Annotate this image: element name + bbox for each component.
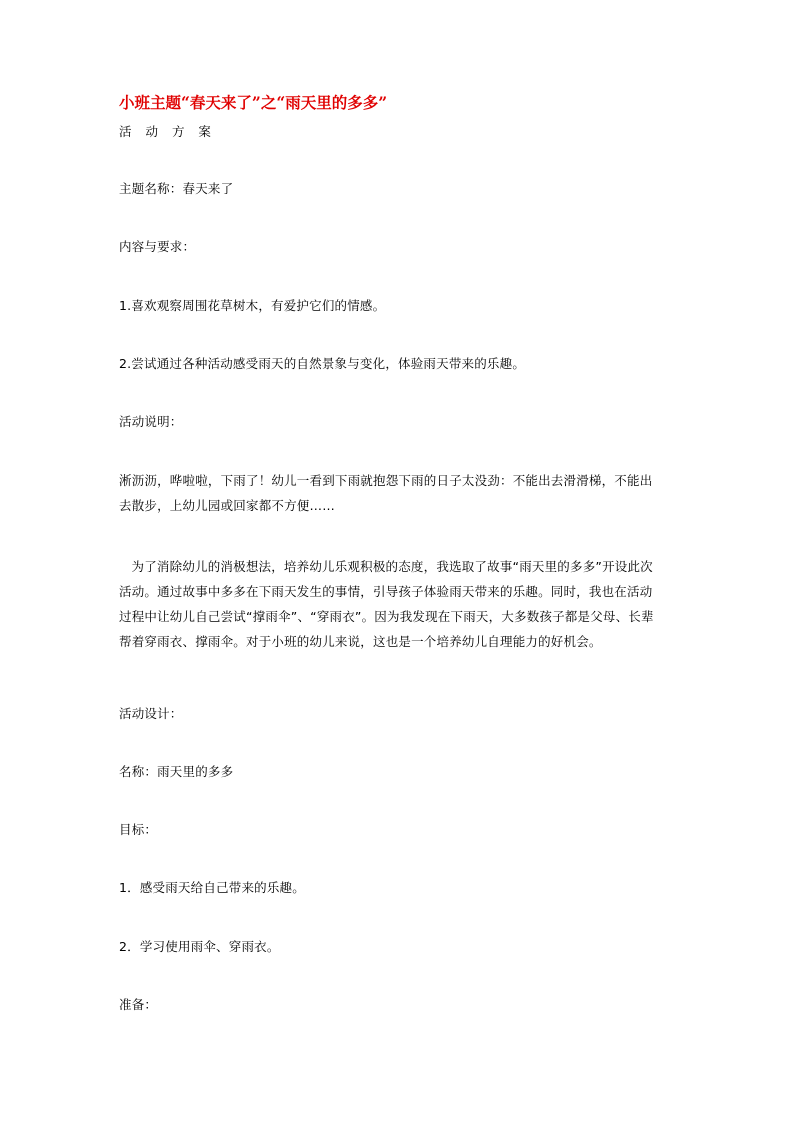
design-heading: 活动设计： bbox=[119, 706, 183, 721]
preparation-heading: 准备： bbox=[119, 997, 158, 1012]
explanation-paragraph-1 bbox=[119, 468, 684, 518]
explanation-paragraph-2 bbox=[119, 554, 684, 654]
document-subtitle: 活 动 方 案 bbox=[119, 124, 216, 139]
goal-item: 2．学习使用雨伞、穿雨衣。 bbox=[119, 939, 280, 954]
goals-heading: 目标： bbox=[119, 822, 158, 837]
requirement-item: 2.尝试通过各种活动感受雨天的自然景象与变化，体验雨天带来的乐趣。 bbox=[119, 356, 526, 371]
content-heading: 内容与要求： bbox=[119, 239, 196, 254]
requirement-item: 1.喜欢观察周围花草树木，有爱护它们的情感。 bbox=[119, 298, 386, 313]
paragraph-line: 去散步，上幼儿园或回家都不方便…… bbox=[119, 498, 335, 513]
document-title: 小班主题“春天来了”之“雨天里的多多” bbox=[119, 93, 388, 112]
paragraph-line: 帮着穿雨衣、撑雨伞。对于小班的幼儿来说，这也是一个培养幼儿自理能力的好机会。 bbox=[119, 634, 602, 649]
goal-item: 1．感受雨天给自己带来的乐趣。 bbox=[119, 880, 305, 895]
explanation-heading: 活动说明： bbox=[119, 414, 183, 429]
paragraph-line: 为了消除幼儿的消极想法，培养幼儿乐观积极的态度，我选取了故事“雨天里的多多”开设此次 bbox=[119, 559, 653, 574]
theme-name: 主题名称：春天来了 bbox=[119, 181, 234, 196]
paragraph-line: 活动。通过故事中多多在下雨天发生的事情，引导孩子体验雨天带来的乐趣。同时，我也在活动 bbox=[119, 584, 653, 599]
paragraph-line: 过程中让幼儿自己尝试“撑雨伞”、“穿雨衣”。因为我发现在下雨天，大多数孩子都是父母、长辈 bbox=[119, 609, 654, 624]
activity-name: 名称：雨天里的多多 bbox=[119, 764, 234, 779]
paragraph-line: 淅沥沥，哗啦啦，下雨了！幼儿一看到下雨就抱怨下雨的日子太没劲：不能出去滑滑梯，不能出 bbox=[119, 473, 653, 488]
